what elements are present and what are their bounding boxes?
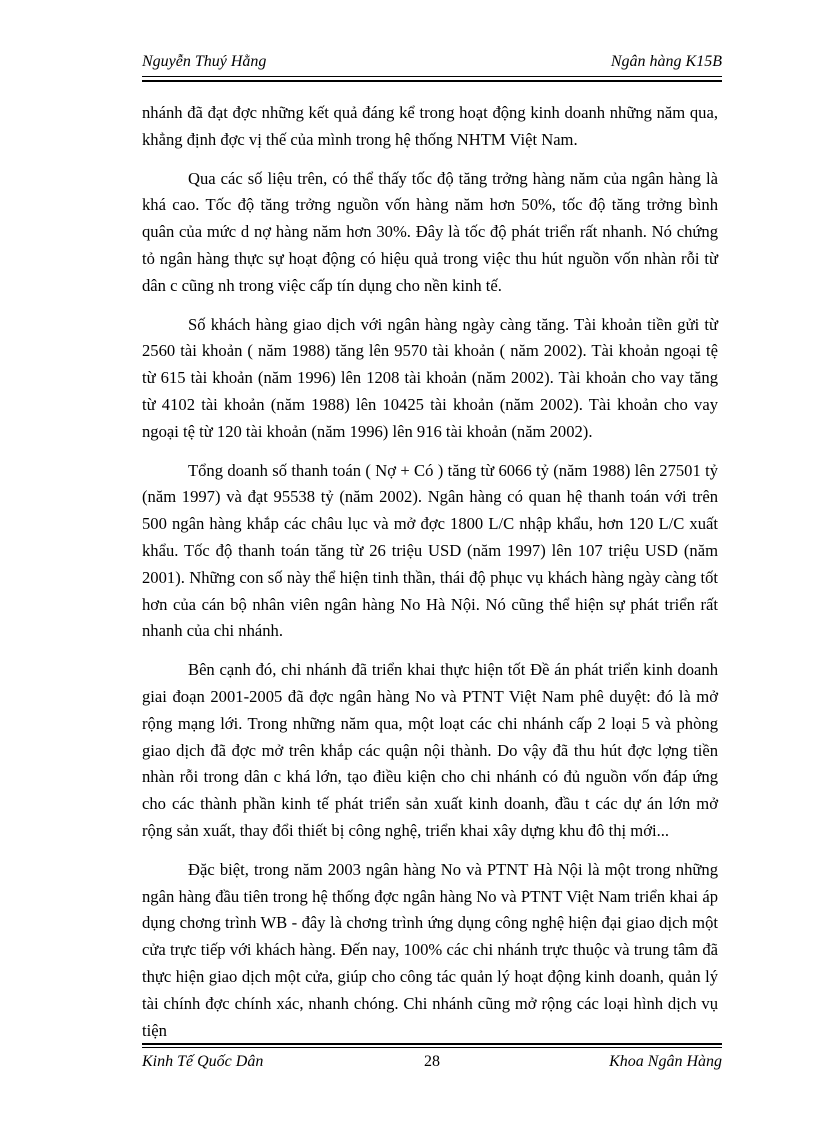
header-rule-thin xyxy=(142,76,722,77)
paragraph-technology: Đặc biệt, trong năm 2003 ngân hàng No và PTNT Hà Nội là một trong những ngân hàng đầu tiên trong hệ thống đợc ngân hàng No và PTNT Việt Nam triển khai áp dụng chơng trình WB - đây là chơng trình ứng dụng công nghệ hiện đại giao dịch một cửa trực tiếp với khách hàng. Đến nay, 100% các chi nhánh trực thuộc và trung tâm đã thực hiện giao dịch một cửa, giúp cho công tác quản lý hoạt động kinh doanh, quản lý tài chính đợc chính xác, nhanh chóng. Chi nhánh cũng mở rộng các loại hình dịch vụ tiện xyxy=(142,859,718,1040)
document-body xyxy=(142,100,718,1056)
footer-rule-thick xyxy=(142,1043,722,1045)
paragraph-continuation: nhánh đã đạt đợc những kết quả đáng kể trong hoạt động kinh doanh những năm qua, khẳng định đợc vị thế của mình trong hệ thống NHTM Việt Nam. xyxy=(142,103,718,149)
paragraph-payment-volume: Tổng doanh số thanh toán ( Nợ + Có ) tăng từ 6066 tỷ (năm 1988) lên 27501 tỷ (năm 1997) và đạt 95538 tỷ (năm 2002). Ngân hàng có quan hệ thanh toán với trên 500 ngân hàng khắp các châu lục và mở đợc 1800 L/C nhập khẩu, hơn 120 L/C xuất khẩu. Tốc độ thanh toán tăng từ 26 triệu USD (năm 1997) lên 107 triệu USD (năm 2001). Những con số này thể hiện tinh thần, thái độ phục vụ khách hàng ngày càng tốt hơn của cán bộ nhân viên ngân hàng No Hà Nội. Nó cũng thể hiện sự phát triển rất nhanh của chi nhánh. xyxy=(142,460,718,641)
page-footer xyxy=(142,1053,722,1077)
footer-rule-thin xyxy=(142,1047,722,1048)
paragraph-accounts: Số khách hàng giao dịch với ngân hàng ngày càng tăng. Tài khoản tiền gửi từ 2560 tài khoản ( năm 1988) tăng lên 9570 tài khoản ( năm 2002). Tài khoản ngoại tệ từ 615 tài khoản (năm 1996) lên 1208 tài khoản (năm 2002). Tài khoản cho vay tăng từ 4102 tài khoản (năm 1988) lên 10425 tài khoản (năm 2002). Tài khoản cho vay ngoại tệ từ 120 tài khoản (năm 1996) lên 916 tài khoản (năm 2002). xyxy=(142,314,718,441)
footer-university: Kinh Tế Quốc Dân xyxy=(142,1053,264,1070)
page-number: 28 xyxy=(424,1053,440,1070)
paragraph-network-expansion: Bên cạnh đó, chi nhánh đã triển khai thực hiện tốt Đề án phát triển kinh doanh giai đoạn 2001-2005 đã đợc ngân hàng No và PTNT Việt Nam phê duyệt: đó là mở rộng mạng lới. Trong những năm qua, một loạt các chi nhánh cấp 2 loại 5 và phòng giao dịch đã đợc mở trên khắp các quận nội thành. Do vậy đã thu hút đợc lợng tiền nhàn rỗi trong dân c khá lớn, tạo điều kiện cho chi nhánh có đủ nguồn vốn đáp ứng cho các thành phần kinh tế phát triển sản xuất kinh doanh, đầu t các dự án lớn mở rộng sản xuất, thay đổi thiết bị công nghệ, triển khai xây dựng khu đô thị mới... xyxy=(142,660,718,840)
header-rule-thick xyxy=(142,80,722,82)
header-class: Ngân hàng K15B xyxy=(610,53,722,70)
footer-faculty: Khoa Ngân Hàng xyxy=(609,1053,722,1070)
header-author: Nguyễn Thuý Hằng xyxy=(142,53,267,70)
paragraph-growth-rate: Qua các số liệu trên, có thể thấy tốc độ tăng trởng hàng năm của ngân hàng là khá cao. Tốc độ tăng trởng nguồn vốn hàng năm hơn 50%, tốc độ tăng trởng bình quân của mức d nợ hàng năm hơn 30%. Đây là tốc độ phát triển rất nhanh. Nó chứng tỏ ngân hàng thực sự hoạt động có hiệu quả trong việc thu hút nguồn vốn nhàn rỗi từ dân c cũng nh trong việc cấp tín dụng cho nền kinh tế. xyxy=(142,168,718,295)
page-header xyxy=(142,50,722,74)
